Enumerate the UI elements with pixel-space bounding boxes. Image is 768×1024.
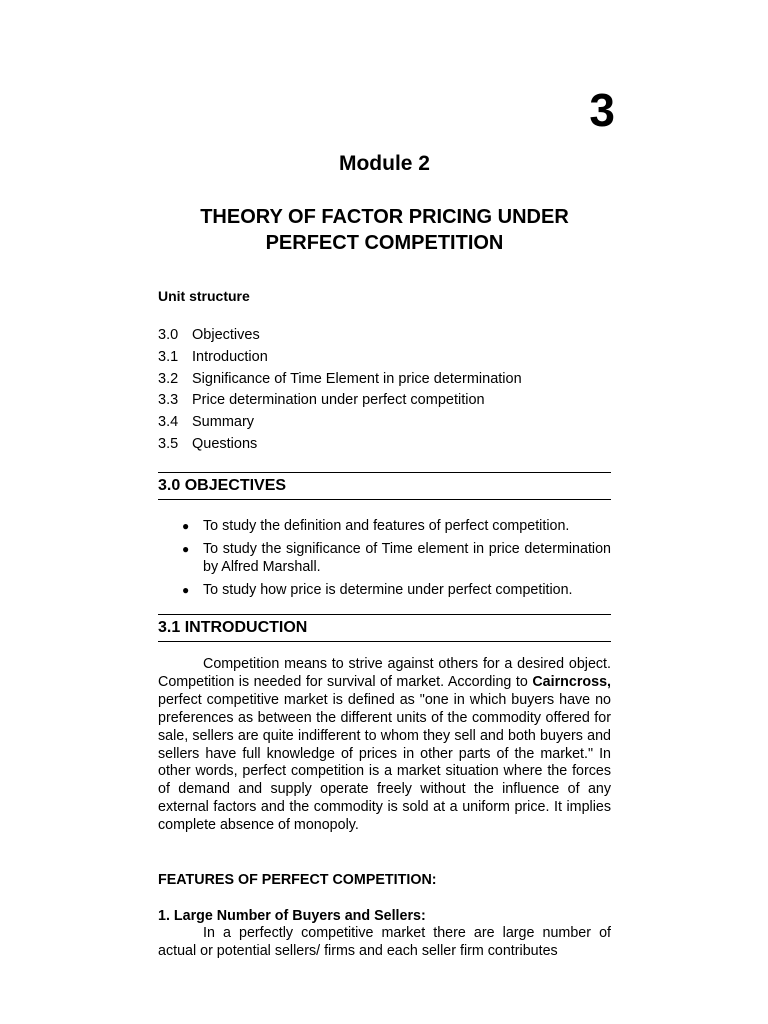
introduction-paragraph: [158, 656, 611, 835]
toc-item-number: 3.0: [158, 327, 179, 343]
intro-text-part2: perfect competitive market is defined as "one in which buyers have no preferences as between the different units of the commodity offered for sale, sellers are quite indifferent to whom they sell and both buyers and sellers have full knowledge of prices in other parts of the market." In other words, perfect competition is a market situation where the forces of demand and supply operate freely without the influence of any external factors and the commodity is sold at a uniform price. It implies complete absence of monopoly.: [158, 691, 611, 834]
features-heading: FEATURES OF PERFECT COMPETITION:: [158, 872, 437, 888]
introduction-heading: 3.1 INTRODUCTION: [158, 614, 611, 642]
objective-item: [158, 540, 611, 576]
toc-item: [158, 325, 522, 347]
toc-item-label: Questions: [192, 435, 258, 452]
toc-item-label: Significance of Time Element in price determination: [192, 370, 522, 387]
chapter-number: 3: [589, 84, 615, 136]
bullet-icon: ●: [182, 542, 190, 556]
feature-1-paragraph: In a perfectly competitive market there are large number of actual or potential sellers/ firms and each seller firm contributes: [158, 925, 611, 959]
objective-item: [158, 517, 611, 535]
unit-structure-label: Unit structure: [158, 288, 250, 304]
title-line-2: PERFECT COMPETITION: [265, 232, 504, 254]
bullet-icon: ●: [182, 583, 190, 597]
intro-text-part1: Competition means to strive against others for a desired object. Competition is needed for survival of market. According to: [158, 656, 611, 690]
toc-item-number: 3.1: [158, 348, 179, 365]
objective-text: To study how price is determine under perfect competition.: [203, 582, 573, 598]
toc-item: [158, 347, 522, 369]
objective-text: To study the significance of Time element in price determination by Alfred Marshall.: [203, 541, 611, 575]
toc-item-label: Introduction: [192, 348, 268, 365]
unit-structure-list: [158, 325, 522, 456]
toc-item: [158, 369, 522, 391]
objectives-list: [158, 517, 611, 604]
page-title: [158, 204, 611, 256]
objectives-heading: 3.0 OBJECTIVES: [158, 472, 611, 500]
toc-item-label: Summary: [192, 414, 255, 431]
objective-text: To study the definition and features of perfect competition.: [203, 518, 570, 534]
toc-item-number: 3.2: [158, 370, 179, 387]
feature-1-heading: 1. Large Number of Buyers and Sellers:: [158, 908, 426, 924]
module-label: Module 2: [338, 152, 430, 175]
toc-item-number: 3.3: [158, 392, 179, 409]
toc-item-number: 3.4: [158, 414, 179, 431]
title-line-1: THEORY OF FACTOR PRICING UNDER: [200, 206, 569, 228]
bullet-icon: ●: [182, 519, 190, 533]
objective-item: [158, 581, 611, 599]
toc-item: [158, 434, 522, 456]
toc-item: [158, 390, 522, 412]
toc-item-label: Objectives: [192, 327, 260, 343]
toc-item-label: Price determination under perfect competition: [192, 392, 485, 409]
toc-item: [158, 412, 522, 434]
intro-cairncross: Cairncross,: [532, 673, 611, 690]
toc-item-number: 3.5: [158, 435, 179, 452]
